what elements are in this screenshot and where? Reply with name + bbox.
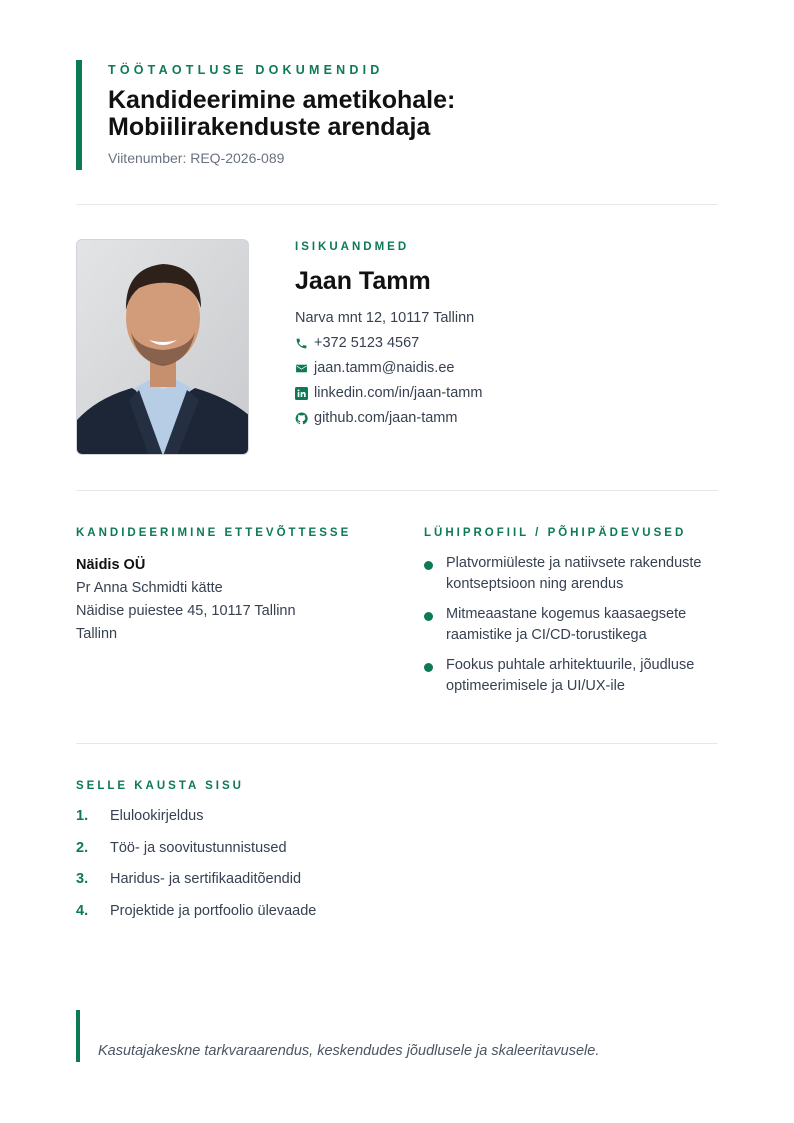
contents-section-label: SELLE KAUSTA SISU	[76, 780, 244, 792]
linkedin-icon	[295, 387, 308, 400]
list-item: Mitmeaastane kogemus kaasaegsete raamistike ja CI/CD-torustikega	[424, 604, 718, 646]
bullet-icon	[424, 663, 433, 672]
reference-number: Viitenumber: REQ-2026-089	[108, 150, 285, 166]
email-icon	[295, 362, 308, 375]
list-item: Fookus puhtale arhitektuurile, jõudluse optimeerimisele ja UI/UX-ile	[424, 655, 718, 697]
folder-contents	[76, 780, 718, 934]
candidate-address: Narva mnt 12, 10117 Tallinn	[295, 310, 475, 326]
divider	[76, 204, 718, 205]
quote-text: Kasutajakeskne tarkvaraarendus, keskendudes jõudlusele ja skaleeritavusele.	[98, 1043, 600, 1059]
email-address[interactable]: jaan.tamm@naidis.ee	[314, 360, 455, 376]
list-item: 3. Haridus- ja sertifikaaditõendid	[76, 871, 302, 887]
email-contact[interactable]	[295, 360, 715, 376]
title-line-1: Kandideerimine ametikohale:	[108, 86, 456, 114]
personal-section-label: ISIKUANDMED	[295, 241, 410, 253]
company-name: Näidis OÜ	[76, 557, 146, 573]
profile-section-label: LÜHIPROFIIL / PÕHIPÄDEVUSED	[424, 527, 687, 539]
linkedin-contact[interactable]	[295, 385, 715, 401]
phone-number: +372 5123 4567	[314, 335, 420, 351]
company-city: Tallinn	[76, 626, 118, 642]
document-title	[108, 87, 718, 141]
candidate-photo	[76, 239, 249, 455]
profile-block	[424, 527, 718, 706]
github-contact[interactable]	[295, 410, 715, 426]
divider	[76, 490, 718, 491]
phone-icon	[295, 337, 308, 350]
portrait-image	[77, 240, 249, 455]
company-section-label: KANDIDEERIMINE ETTEVÕTTESSE	[76, 527, 352, 539]
linkedin-url[interactable]: linkedin.com/in/jaan-tamm	[314, 385, 483, 401]
bullet-icon	[424, 612, 433, 621]
list-item: 2. Töö- ja soovitustunnistused	[76, 839, 287, 856]
candidate-name: Jaan Tamm	[295, 267, 431, 295]
document-eyebrow: TÖÖTAOTLUSE DOKUMENDID	[108, 63, 384, 77]
bullet-icon	[424, 561, 433, 570]
document-header	[76, 60, 718, 170]
personal-details	[295, 241, 715, 426]
github-url[interactable]: github.com/jaan-tamm	[314, 410, 458, 426]
company-attention: Pr Anna Schmidti kätte	[76, 580, 223, 596]
list-item: 4. Projektide ja portfoolio ülevaade	[76, 902, 317, 919]
closing-quote	[76, 1010, 718, 1062]
phone-contact	[295, 335, 715, 351]
company-street: Näidise puiestee 45, 10117 Tallinn	[76, 603, 296, 619]
title-line-2: Mobiilirakenduste arendaja	[108, 113, 431, 141]
github-icon	[295, 412, 308, 425]
company-block	[76, 527, 386, 642]
competency-list	[424, 553, 718, 697]
list-item: Platvormiüleste ja natiivsete rakenduste kontseptsioon ning arendus	[424, 553, 718, 595]
list-item: 1. Elulookirjeldus	[76, 808, 204, 824]
contents-list	[76, 808, 718, 919]
divider	[76, 743, 718, 744]
